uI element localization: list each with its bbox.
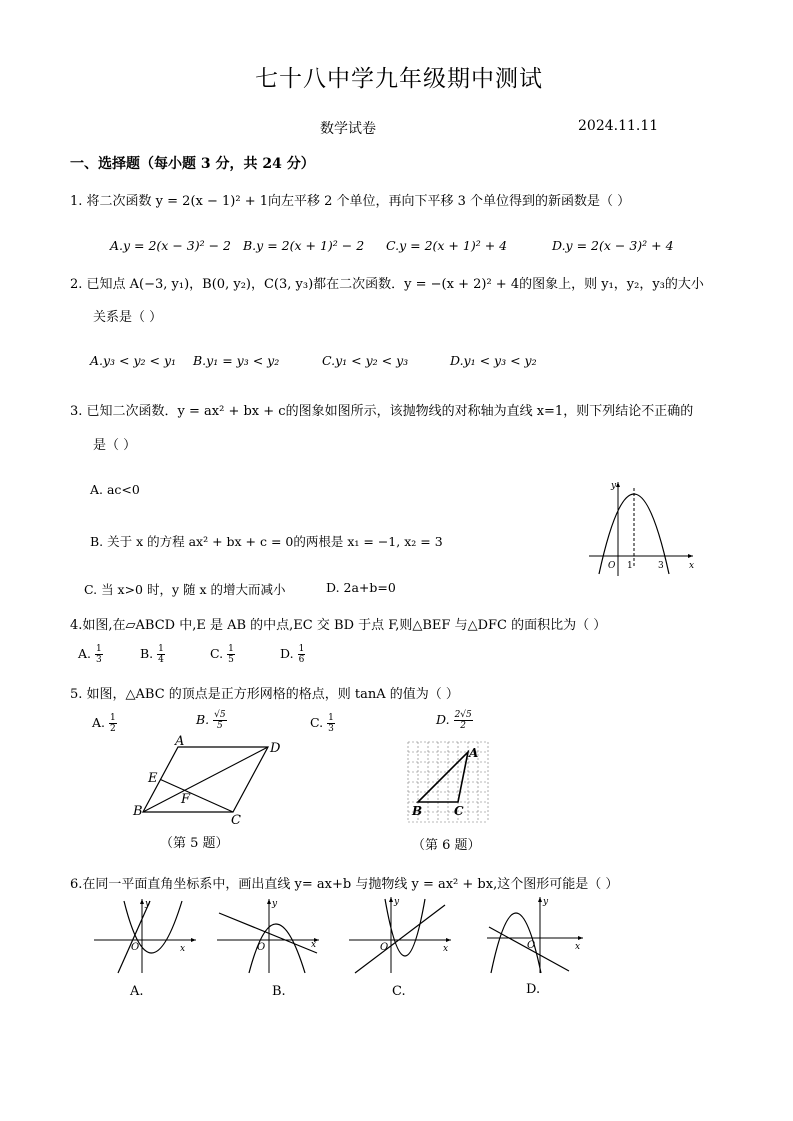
fig5-label-f: F <box>181 792 191 807</box>
q6-graph-a <box>90 895 200 975</box>
q5-a-num: 1 <box>110 713 116 723</box>
q5-d-den: 2 <box>460 721 467 731</box>
q6a-x-arrow-icon <box>191 938 196 942</box>
q6a-line <box>118 901 150 973</box>
q5-option-d <box>436 710 473 731</box>
fig6-label-b: B <box>412 804 423 818</box>
q4-b-den: 4 <box>158 655 164 665</box>
figure-5-parallelogram <box>128 735 298 855</box>
q5-option-b-fraction <box>213 710 226 731</box>
q1-option-a: A.y = 2(x − 3)² − 2 <box>110 238 231 253</box>
question-6-text: 6.在同一平面直角坐标系中，画出直线 y= ax+b 与抛物线 y = ax² + bx,这个图形可能是（ ） <box>70 877 619 892</box>
fig5-label-b: B <box>133 804 143 819</box>
q6c-y-arrow-icon <box>389 897 393 902</box>
q5-option-b <box>196 710 227 731</box>
q3-option-d: D. 2a+b=0 <box>326 580 396 595</box>
q6b-y-arrow-icon <box>267 899 271 904</box>
q5-option-a <box>92 713 117 734</box>
q4-option-c <box>210 644 235 665</box>
q3-y-arrow-icon <box>616 482 620 487</box>
q5-c-num: 1 <box>328 713 334 723</box>
question-5-text: 5. 如图，△ABC 的顶点是正方形网格的格点，则 tanA 的值为（ ） <box>70 687 459 702</box>
exam-date: 2024.11.11 <box>578 118 659 134</box>
fig6-label-a: A <box>469 746 479 760</box>
q3-parabola-graph <box>585 478 700 578</box>
q2-option-a: A.y₃ < y₂ < y₁ <box>90 353 177 368</box>
q4-option-a-letter: A. <box>78 646 92 661</box>
q6b-y-label: y <box>272 899 278 909</box>
q4-option-d-fraction <box>298 644 306 665</box>
q3-x-label: x <box>689 561 695 571</box>
q4-option-c-fraction <box>227 644 235 665</box>
q4-option-d-letter: D. <box>280 646 294 661</box>
fig5-label-a: A <box>175 735 185 749</box>
q3-option-a: A. ac<0 <box>90 482 140 497</box>
triangle-abc <box>418 752 468 802</box>
q5-b-den: 5 <box>217 721 223 731</box>
q4-d-num: 1 <box>298 644 305 654</box>
q5-option-c-letter: C. <box>310 715 324 730</box>
q4-d-den: 6 <box>298 655 305 665</box>
q6d-y-arrow-icon <box>538 897 542 902</box>
q6a-origin-label: O <box>131 942 140 953</box>
question-4-text: 4.如图,在▱ABCD 中,E 是 AB 的中点,EC 交 BD 于点 F,则△BEF 与△DFC 的面积比为（ ） <box>70 618 607 633</box>
q6a-x-label: x <box>180 944 186 954</box>
q4-a-num: 1 <box>96 644 102 654</box>
q5-option-b-letter: B. <box>196 712 210 727</box>
q1-option-b: B.y = 2(x + 1)² − 2 <box>243 238 365 253</box>
q1-option-d: D.y = 2(x − 3)² + 4 <box>552 238 674 253</box>
q6c-origin-label: O <box>380 942 389 953</box>
q5-option-c-fraction <box>327 713 335 734</box>
q3-x-arrow-icon <box>688 554 693 558</box>
q5-option-d-letter: D. <box>436 712 450 727</box>
q6d-x-arrow-icon <box>578 936 583 940</box>
q5-a-den: 2 <box>110 724 116 734</box>
q6d-x-label: x <box>575 942 581 952</box>
q5-b-num: √5 <box>214 710 226 720</box>
q6b-origin-label: O <box>257 942 266 953</box>
question-2-line-1: 2. 已知点 A(−3, y₁)，B(0, y₂)，C(3, y₃)都在二次函数．y = −(x + 2)² + 4的图象上，则 y₁，y₂，y₃的大小 <box>70 277 704 292</box>
section-heading: 一、选择题（每小题 3 分，共 24 分） <box>70 156 315 172</box>
q4-c-num: 1 <box>228 644 234 654</box>
q6-graph-c <box>345 893 455 975</box>
q6d-origin-label: O <box>527 940 536 951</box>
q5-option-a-letter: A. <box>92 715 106 730</box>
q3-option-b: B. 关于 x 的方程 ax² + bx + c = 0的两根是 x₁ = −1, x₂ = 3 <box>90 534 443 549</box>
fig6-label-c: C <box>454 804 464 818</box>
q4-option-d <box>280 644 305 665</box>
q6c-line <box>355 905 445 973</box>
q6-caption-c: C. <box>392 984 406 999</box>
q5-option-d-fraction <box>454 710 473 731</box>
question-3-line-2: 是（ ） <box>93 438 137 453</box>
fig5-label-e: E <box>148 771 158 786</box>
fig5-label-d: D <box>270 741 281 756</box>
q5-option-c <box>310 713 335 734</box>
q5-option-a-fraction <box>109 713 117 734</box>
q4-a-den: 3 <box>96 655 102 665</box>
q6-caption-b: B. <box>272 984 286 999</box>
q4-b-num: 1 <box>158 644 164 654</box>
q6a-y-arrow-icon <box>140 899 144 904</box>
q6b-line <box>219 913 317 953</box>
q3-y-label: y <box>611 481 617 491</box>
fig6-caption: （第 6 题） <box>412 838 481 853</box>
fig5-label-c: C <box>231 813 241 828</box>
q2-option-c: C.y₁ < y₂ < y₃ <box>322 353 409 368</box>
q4-option-b-fraction <box>157 644 165 665</box>
q4-option-a <box>78 644 103 665</box>
q4-option-c-letter: C. <box>210 646 224 661</box>
question-1-text: 1. 将二次函数 y = 2(x − 1)² + 1向左平移 2 个单位，再向下平移 3 个单位得到的新函数是（ ） <box>70 194 631 209</box>
question-2-line-2: 关系是（ ） <box>93 310 163 325</box>
figure-6-grid-triangle <box>400 737 500 855</box>
q5-c-den: 3 <box>328 724 334 734</box>
q4-option-b <box>140 644 165 665</box>
q6b-x-label: x <box>311 940 317 950</box>
q6-caption-a: A. <box>130 984 144 999</box>
page-title: 七十八中学九年级期中测试 <box>255 66 543 92</box>
question-3-line-1: 3. 已知二次函数．y = ax² + bx + c的图象如图所示，该抛物线的对称轴为直线 x=1，则下列结论不正确的 <box>70 404 694 419</box>
q5-d-num: 2√5 <box>454 710 472 720</box>
q6-graph-d <box>483 893 593 975</box>
q6a-y-label: y <box>145 899 151 909</box>
q3-option-c: C. 当 x>0 时，y 随 x 的增大而减小 <box>84 582 286 597</box>
q6-graph-b <box>213 895 323 975</box>
q3-origin-label: O <box>608 561 616 571</box>
q3-tick-3: 3 <box>658 561 664 571</box>
q2-option-b: B.y₁ = y₃ < y₂ <box>193 353 280 368</box>
q2-option-d: D.y₁ < y₃ < y₂ <box>450 353 537 368</box>
q6d-y-label: y <box>543 897 549 907</box>
q4-c-den: 5 <box>228 655 234 665</box>
q6-caption-d: D. <box>526 982 541 997</box>
subject-label: 数学试卷 <box>320 121 376 137</box>
q1-option-c: C.y = 2(x + 1)² + 4 <box>386 238 508 253</box>
q4-option-a-fraction <box>95 644 103 665</box>
fig5-caption: （第 5 题） <box>160 836 229 851</box>
q3-tick-1: 1 <box>627 561 633 571</box>
q6c-x-arrow-icon <box>446 938 451 942</box>
q4-option-b-letter: B. <box>140 646 154 661</box>
q6c-y-label: y <box>394 897 400 907</box>
q6c-x-label: x <box>443 944 449 954</box>
